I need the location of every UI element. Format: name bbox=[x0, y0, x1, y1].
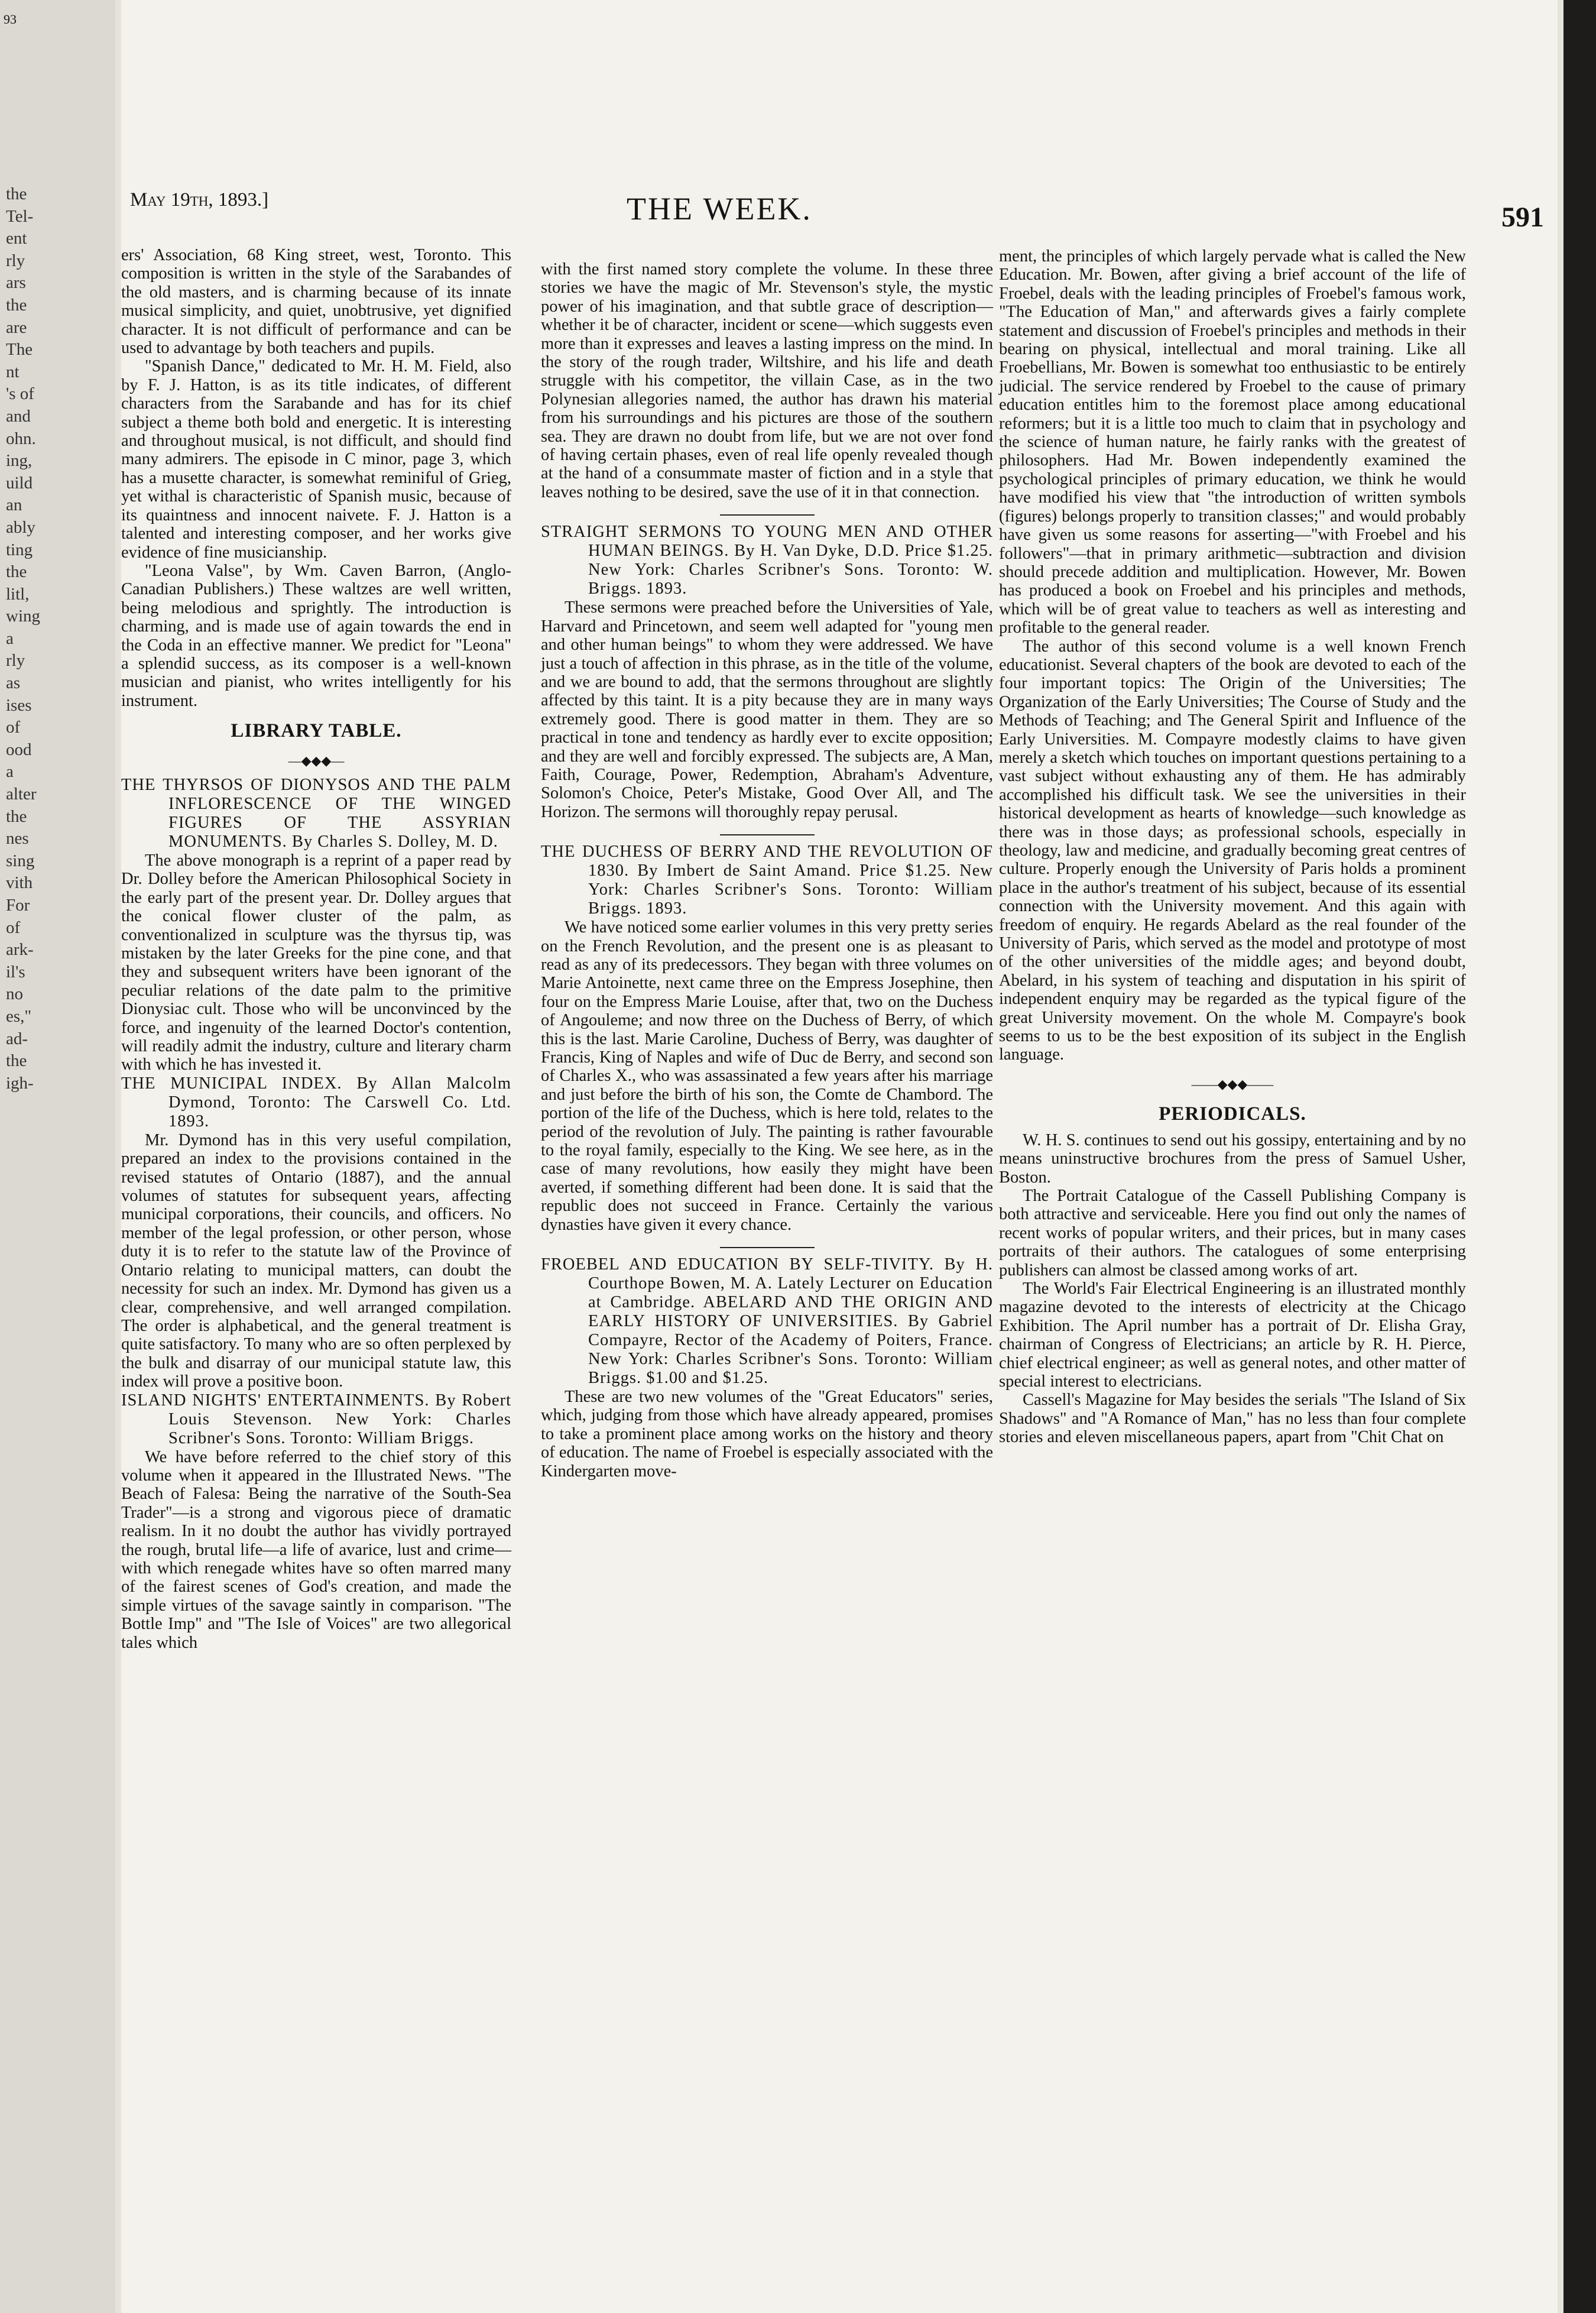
issue-date: May 19th, 1893.] bbox=[130, 189, 269, 210]
section-heading-library-table: LIBRARY TABLE. bbox=[231, 720, 402, 742]
review-body: The above monograph is a reprint of a paper read by Dr. Dolley before the American Philosophical Society in the early part of the present year. Dr. Dolley argues that the conical flower cluster of the palm, as conventionalized in sculpture was the thyrsus tip, was mistaken by the later Greeks for the pine cone, and that they and subsequent writers have been ignorant of the peculiar relations of the date palm to the primitive Dionysiac cult. Those who will be unconvinced by the force, and ingenuity of the learned Doctor's contention, will readily admit the industry, culture and literary charm with which he has invested it. bbox=[121, 851, 511, 1074]
review-title: THE DUCHESS OF BERRY AND THE REVOLUTION OF 1830. By Imbert de Saint Amand. Price $1.25. New York: Charles Scribner's Sons. Toronto: William Briggs. 1893. bbox=[541, 843, 993, 918]
review-title: THE MUNICIPAL INDEX. By Allan Malcolm Dymond, Toronto: The Carswell Co. Ltd. 1893. bbox=[121, 1074, 511, 1130]
ornament-divider: —◆◆◆— bbox=[288, 753, 345, 768]
paragraph: "Spanish Dance," dedicated to Mr. H. M. Field, also by F. J. Hatton, is as its title indicates, of different characters from the Sarabande and has for its chief subject a theme both bold and energetic. It is interesting and throughout musical, is not difficult, and should find many admirers. The episode in C minor, page 3, which has a musette character, is somewhat reminiful of Grieg, yet withal is characteristic of Spanish music, because of its quaintness and innocent naivete. F. J. Hatton is a talented and interesting composer, and her works give evidence of fine musicianship. bbox=[121, 357, 511, 562]
ornament-divider: ——◆◆◆—— bbox=[1191, 1076, 1274, 1091]
page-gutter-shadow bbox=[1563, 0, 1596, 2313]
publication-title: THE WEEK. bbox=[627, 191, 812, 226]
section-rule bbox=[720, 514, 815, 516]
review-title: STRAIGHT SERMONS TO YOUNG MEN AND OTHER HUMAN BEINGS. By H. Van Dyke, D.D. Price $1.25. New York: Charles Scribner's Sons. Toronto: W. Briggs. 1893. bbox=[541, 523, 993, 598]
review-body: These are two new volumes of the "Great Educators" series, which, judging from those which have already appeared, promises to take a prominent place among works on the history and theory of education. The name of Froebel is especially associated with the Kindergarten move- bbox=[541, 1388, 993, 1481]
paragraph: The author of this second volume is a well known French educationist. Several chapters of the book are devoted to each of the four important topics: The Origin of the Universities; The Organization of the Early Universities; The Course of Study and the Methods of Teaching; and The General Spirit and Influence of the Early Universities. M. Compayre modestly claims to have given merely a sketch which touches on important questions pertaining to a vast subject without exhausting any of them. He has admirably accomplished his difficult task. We see the universities in their historical development as hearts of knowledge—such knowledge as there was in those days; as professional schools, especially in theology, law and medicine, and gradually becoming great centres of culture. Properly enough the University of Paris holds a prominent place in the author's treatment of his subject, because of its essential connection with the University movement. And this again with freedom of enquiry. He regards Abelard as the real founder of the University of Paris, which served as the model and prototype of most of the other universities of the middle ages; and beyond doubt, Abelard, in his system of teaching and disputation in his spirit of independent enquiry may be regarded as the typical figure of the great University movement. On the whole M. Compayre's book seems to us to be the best exposition of its subject in the English language. bbox=[999, 637, 1466, 1064]
paragraph: ment, the principles of which largely pervade what is called the New Education. Mr. Bowen, after giving a brief account of the life of Froebel, deals with the leading principles of Froebel's famous work, "The Education of Man," and afterwards gives a fairly complete statement and discussion of Froebel's principles and methods in their bearing on physical, intellectual and moral training. Like all Froebellians, Mr. Bowen is somewhat too enthusiastic to be entirely judicial. The service rendered by Froebel to the cause of primary education entitles him to the foremost place among educational reformers; but it is a little too much to claim that in psychology and the science of human nature, he fairly ranks with the greatest of philosophers. Had Mr. Bowen independently examined the psychological principles of primary education, we think he would have modified his view that "the introduction of written symbols (figures) belongs properly to transition classes;" and would probably have given us some reasons for asserting—"with Froebel and his followers"—that in primary arithmetic—subtraction and division should precede addition and multiplication. However, Mr. Bowen has produced a book on Froebel and his principles and methods, which will be of great value to teachers as well as interesting and profitable to the general reader. bbox=[999, 247, 1466, 637]
paragraph: W. H. S. continues to send out his gossipy, entertaining and by no means uninstructive brochures from the press of Samuel Usher, Boston. bbox=[999, 1130, 1466, 1187]
review-body: We have noticed some earlier volumes in this very pretty series on the French Revolution, and the present one is as pleasant to read as any of its predecessors. They began with three volumes on Marie Antoinette, next came three on the Empress Josephine, then four on the Empress Marie Louise, after that, two on the Duchess of Angouleme; and now three on the Duchess of Berry, of which this is the last. Marie Caroline, Duchess of Berry, was daughter of Francis, King of Naples and wife of Duc de Berry, and second son of Charles X., who was assassinated a few years after his marriage and just before the birth of his son, the Comte de Chambord. The portion of the life of the Duchess, which is here told, relates to the period of the revolution of July. The painting is rather favourable to the royal family, especially to the King. We see here, as in the case of many revolutions, how easily they might have been averted, if something different had been done. It is said that the republic does not succeed in France. Certainly the various dynasties have given it every chance. bbox=[541, 918, 993, 1234]
section-heading-periodicals: PERIODICALS. bbox=[1159, 1103, 1306, 1125]
column-right bbox=[999, 247, 1466, 1447]
column-middle bbox=[541, 260, 993, 1481]
review-body: Mr. Dymond has in this very useful compilation, prepared an index to the provisions contained in the revised statutes of Ontario (1887), and the annual volumes of statutes for subsequent years, affecting municipal corporations, their councils, and officers. No member of the legal profession, or other person, whose duty it is to refer to the statute law of the Province of Ontario relating to municipal matters, can doubt the necessity for such an index. Mr. Dymond has given us a clear, comprehensive, and well arranged compilation. The order is alphabetical, and the general treatment is quite satisfactory. To many who are so often perplexed by the bulk and disarray of our municipal statute law, this index will prove a positive boon. bbox=[121, 1130, 511, 1391]
adjacent-page-text: the Tel- ent rly ars the are The nt 's of and ohn. ing, uild an ably ting the litl, wing a rly as ises of ood a alter the nes sing vith For of ark- il's no es," ad- the igh- bbox=[6, 184, 40, 1093]
paragraph: Cassell's Magazine for May besides the serials "The Island of Six Shadows" and "A Romance of Man," has no less than four complete stories and eleven miscellaneous papers, apart from "Chit Chat on bbox=[999, 1391, 1466, 1447]
paragraph: with the first named story complete the volume. In these three stories we have the magic of Mr. Stevenson's style, the mystic power of his imagination, and that subtle grace of description—whether it be of character, incident or scene—which suggests even more than it expresses and leaves a lasting impress on the mind. In the story of the rough trader, Wiltshire, and his life and death struggle with his competitor, the villain Case, as in the two Polynesian allegories named, the author has drawn his material from his surroundings and his pictures are those of the southern sea. They are drawn no doubt from life, but we are not over fond of having certain phases, even of real life openly revealed though at the hand of a consummate master of fiction and in a style that leaves nothing to be desired, save the use of it in that connection. bbox=[541, 260, 993, 501]
paragraph: "Leona Valse", by Wm. Caven Barron, (Anglo-Canadian Publishers.) These waltzes are well written, being melodious and sprightly. The introduction is charming, and is made use of again towards the end in the Coda in an effective manner. We predict for "Leona" a splendid success, as its composer is a well-known musician and pianist, who writes intelligently for his instrument. bbox=[121, 561, 511, 710]
paragraph: ers' Association, 68 King street, west, Toronto. This composition is written in the style of the Sarabandes of the old masters, and is charming because of its innate musical simplicity, and quiet, unobtrusive, yet dignified character. It is not difficult of performance and can be used to advantage by both teachers and pupils. bbox=[121, 246, 511, 358]
review-title: ISLAND NIGHTS' ENTERTAINMENTS. By Robert Louis Stevenson. New York: Charles Scribner's Sons. Toronto: William Briggs. bbox=[121, 1391, 511, 1447]
review-body: We have before referred to the chief story of this volume when it appeared in the Illustrated News. "The Beach of Falesa: Being the narrative of the South-Sea Trader"—is a strong and vigorous piece of dramatic realism. In it no doubt the author has vividly portrayed the rough, brutal life—a life of avarice, lust and crime—with which renegade whites have so often marred many of the fairest scenes of God's creation, and made the simple virtues of the savage saintly in comparison. "The Bottle Imp" and "The Isle of Voices" are two allegorical tales which bbox=[121, 1447, 511, 1652]
section-rule bbox=[720, 834, 815, 835]
section-rule bbox=[720, 1247, 815, 1248]
review-title: FROEBEL AND EDUCATION BY SELF-TIVITY. By H. Courthope Bowen, M. A. Lately Lecturer on Education at Cambridge. ABELARD AND THE ORIGIN AND EARLY HISTORY OF UNIVERSITIES. By Gabriel Compayre, Rector of the Academy of Poiters, France. New York: Charles Scribner's Sons. Toronto: William Briggs. $1.00 and $1.25. bbox=[541, 1255, 993, 1388]
review-title: THE THYRSOS OF DIONYSOS AND THE PALM INFLORESCENCE OF THE WINGED FIGURES OF THE ASSYRIAN MONUMENTS. By Charles S. Dolley, M. D. bbox=[121, 775, 511, 851]
column-left bbox=[121, 246, 511, 1652]
paragraph: The World's Fair Electrical Engineering is an illustrated monthly magazine devoted to the interests of electricity at the Chicago Exhibition. The April number has a portrait of Dr. Elisha Gray, chairman of Congress of Electricians; an article by R. H. Pierce, chief electrical engineer; as well as general notes, and other matter of special interest to electricians. bbox=[999, 1279, 1466, 1391]
adjacent-page-number: 93 bbox=[4, 12, 17, 27]
adjacent-page-fragment bbox=[0, 0, 115, 2313]
review-body: These sermons were preached before the Universities of Yale, Harvard and Princetown, and seem well adapted for "young men and other human beings" to whom they were addressed. We have just a touch of affection in this phrase, as in the title of the volume, and we are bound to add, that the sermons throughout are slightly affected by this taint. It is a pity because they are in many ways extremely good. There is good matter in them. They are so practical in tone and tendency as hardly ever to excite opposition; and they are well and forcibly expressed. The subjects are, A Man, Faith, Courage, Power, Redemption, Abraham's Adventure, Solomon's Choice, Peter's Mistake, Good Over All, and The Horizon. The sermons will thoroughly repay perusal. bbox=[541, 598, 993, 821]
paragraph: The Portrait Catalogue of the Cassell Publishing Company is both attractive and serviceable. Here you find out only the names of recent works of popular writers, and their prices, but in many cases portraits of their authors. The catalogues of some enterprising publishers can almost be classed among works of art. bbox=[999, 1186, 1466, 1279]
page-number: 591 bbox=[1501, 202, 1544, 233]
